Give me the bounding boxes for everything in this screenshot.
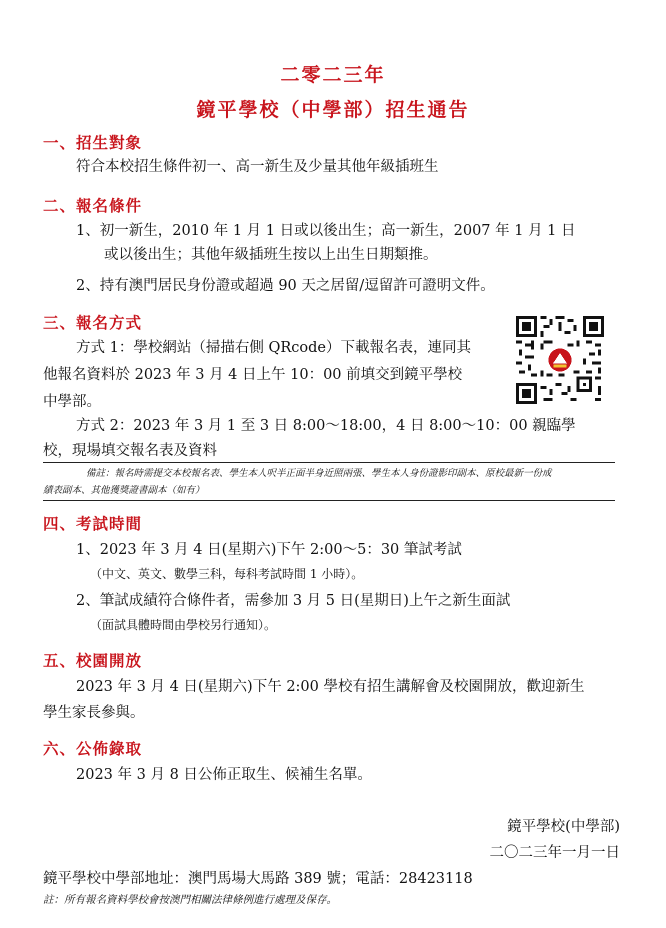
method-1-line-3: 中學部。 <box>43 394 101 410</box>
section-heading-admission-target: 一、招生對象 <box>43 133 143 152</box>
admission-results-text: 2023 年 3 月 8 日公佈正取生、候補生名單。 <box>76 767 372 783</box>
remark-line-2: 績表副本、其他獲獎證書副本（如有） <box>43 485 205 496</box>
section-heading-requirements: 二、報名條件 <box>43 196 143 215</box>
requirement-item-1-continued: 或以後出生；其他年級插班生按以上出生日期類推。 <box>104 247 438 263</box>
footer-note: 註：所有報名資料學校會按澳門相關法律條例進行處理及保存。 <box>43 894 337 906</box>
signature-date: 二〇二三年一月一日 <box>489 845 620 861</box>
requirement-item-1: 1、初一新生，2010 年 1 月 1 日或以後出生；高一新生，2007 年 1 月 1 日 <box>76 223 576 239</box>
open-day-line-1: 2023 年 3 月 4 日(星期六)下午 2:00 學校有招生講解會及校園開放，歡迎新生 <box>76 679 585 695</box>
signature-school: 鏡平學校(中學部) <box>507 819 620 835</box>
method-1-line-2: 他報名資料於 2023 年 3 月 4 日上午 10：00 前填交到鏡平學校 <box>43 367 463 383</box>
remark-line-1: 備註：報名時需提交本校報名表、學生本人呎半正面半身近照兩張、學生本人身份證影印副本、原校最新一份成 <box>86 468 552 479</box>
requirement-item-2: 2、持有澳門居民身份證或超過 90 天之居留/逗留許可證明文件。 <box>76 278 495 294</box>
remark-rule-top <box>43 462 615 463</box>
open-day-line-2: 學生家長參與。 <box>43 705 145 721</box>
page-title: 鏡平學校（中學部）招生通告 <box>196 99 470 121</box>
exam-item-1: 1、2023 年 3 月 4 日(星期六)下午 2:00～5：30 筆試考試 <box>76 542 462 558</box>
year-title: 二零二三年 <box>280 64 386 86</box>
exam-item-2: 2、筆試成績符合條件者，需參加 3 月 5 日(星期日)上午之新生面試 <box>76 593 511 609</box>
method-1-line-1: 方式 1：學校網站（掃描右側 QRcode）下載報名表，連同其 <box>76 340 471 356</box>
section-heading-admission-results: 六、公佈錄取 <box>43 739 143 758</box>
remark-rule-bottom <box>43 500 615 501</box>
section-heading-application-method: 三、報名方式 <box>43 313 143 332</box>
section-heading-exam-time: 四、考試時間 <box>43 514 143 533</box>
exam-item-1-detail: （中文、英文、數學三科，每科考試時間 1 小時）。 <box>90 567 364 581</box>
admission-target-text: 符合本校招生條件初一、高一新生及少量其他年級插班生 <box>76 159 439 175</box>
footer-address: 鏡平學校中學部地址：澳門馬場大馬路 389 號；電話：28423118 <box>43 871 473 887</box>
exam-item-2-detail: （面試具體時間由學校另行通知）。 <box>90 618 277 632</box>
section-heading-open-day: 五、校園開放 <box>43 651 143 670</box>
method-2-line-1: 方式 2：2023 年 3 月 1 至 3 日 8:00～18:00，4 日 8:00～10：00 親臨學 <box>76 418 576 434</box>
method-2-line-2: 校，現場填交報名表及資料 <box>43 443 217 459</box>
qr-code-icon[interactable] <box>516 316 604 404</box>
